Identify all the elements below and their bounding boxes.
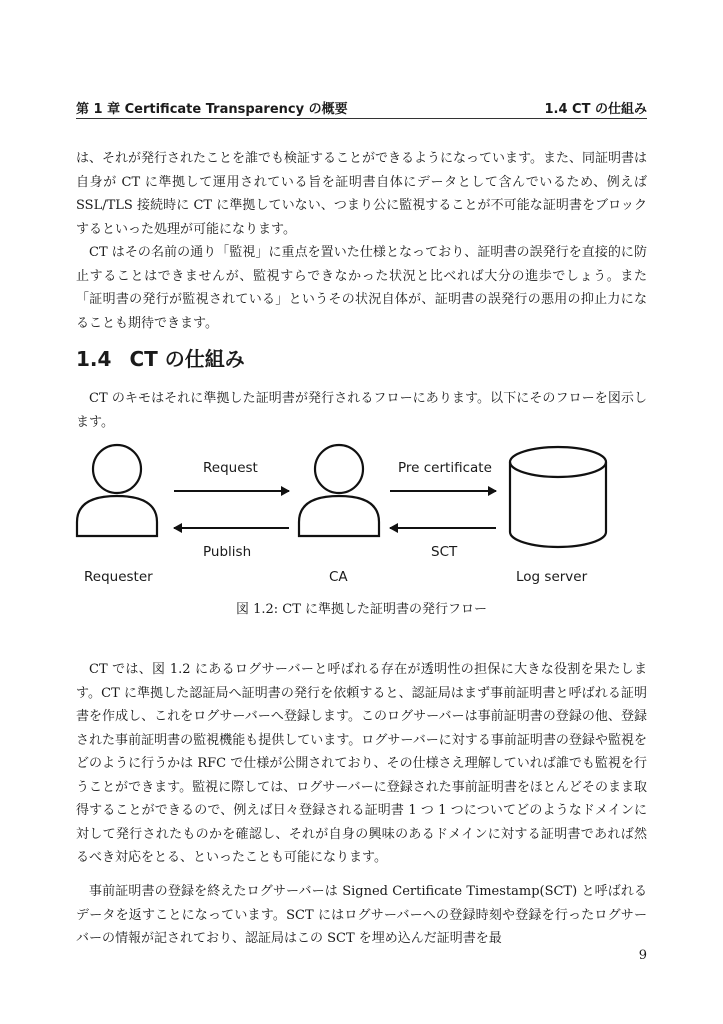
ca-person-icon (299, 445, 379, 536)
flow-diagram (70, 440, 660, 595)
section-intro: CT のキモはそれに準拠した証明書が発行されるフローにあります。以下にそのフローを図示します。 (76, 391, 647, 430)
sct-label: SCT (431, 544, 458, 560)
section-number: 1.4 (76, 347, 112, 371)
page-number: 9 (638, 948, 647, 963)
paragraph-monitoring: CT はその名前の通り「監視」に重点を置いた仕様となっており、証明書の誤発行を直接的に防止することはできませんが、監視すらできなかった状況と比べれば大分の進歩でしょう。また「証明書の発行が監視されている」というその状況自体が、証明書の誤発行の悪用の抑止力になることも期待できます。 (76, 245, 647, 331)
section-title: CT の仕組み (129, 347, 245, 371)
section-heading (76, 343, 245, 372)
header-section: 1.4 CT の仕組み (544, 102, 647, 117)
paragraph-log-server: CT では、図 1.2 にあるログサーバーと呼ばれる存在が透明性の担保に大きな役割を果たします。CT に準拠した認証局へ証明書の発行を依頼すると、認証局はまず事前証明書と呼ばれる証明書を作成し、これをログサーバーへ登録します。このログサーバーは事前証明書の登録の他、登録された事前証明書の監視機能も提供しています。ログサーバーに対する事前証明書の登録や監視をどのように行うかは RFC で仕様が公開されており、その仕様さえ理解していれば誰でも監視を行うことができます。監視に際しては、ログサーバーに登録された事前証明書をほとんどそのまま取得することができるので、例えば日々登録される証明書 1 つ 1 つについてどのようなドメインに対して発行されたものかを確認し、それが自身の興味のあるドメインに対する証明書であれば然るべき対応をとる、といったことも可能になります。 (76, 662, 647, 865)
running-header (76, 96, 647, 119)
request-label: Request (203, 460, 258, 476)
publish-label: Publish (203, 544, 252, 560)
paragraph-continued: は、それが発行されたことを誰でも検証することができるようになっています。また、同証明書は自身が CT に準拠して運用されている旨を証明書自体にデータとして含んでいるため、例えば SSL/TLS 接続時に CT に準拠していない、つまり公に監視することが不可能な証明書をブロックするといった処理が可能になります。 (76, 151, 647, 237)
figure-caption: 図 1.2: CT に準拠した証明書の発行フロー (235, 602, 488, 617)
header-chapter: 第 1 章 Certificate Transparency の概要 (76, 102, 348, 117)
ca-label: CA (329, 569, 348, 585)
requester-label: Requester (84, 569, 153, 585)
log-server-database-icon (510, 447, 606, 547)
log-server-label: Log server (516, 569, 588, 585)
pre-certificate-label: Pre certificate (398, 460, 492, 476)
requester-person-icon (77, 445, 157, 536)
paragraph-sct: 事前証明書の登録を終えたログサーバーは Signed Certificate Timestamp(SCT) と呼ばれるデータを返すことになっています。SCT にはログサーバーへの登録時刻や登録を行ったログサーバーの情報が記されており、認証局はこの SCT を埋め込んだ証明書を最 (76, 884, 647, 946)
